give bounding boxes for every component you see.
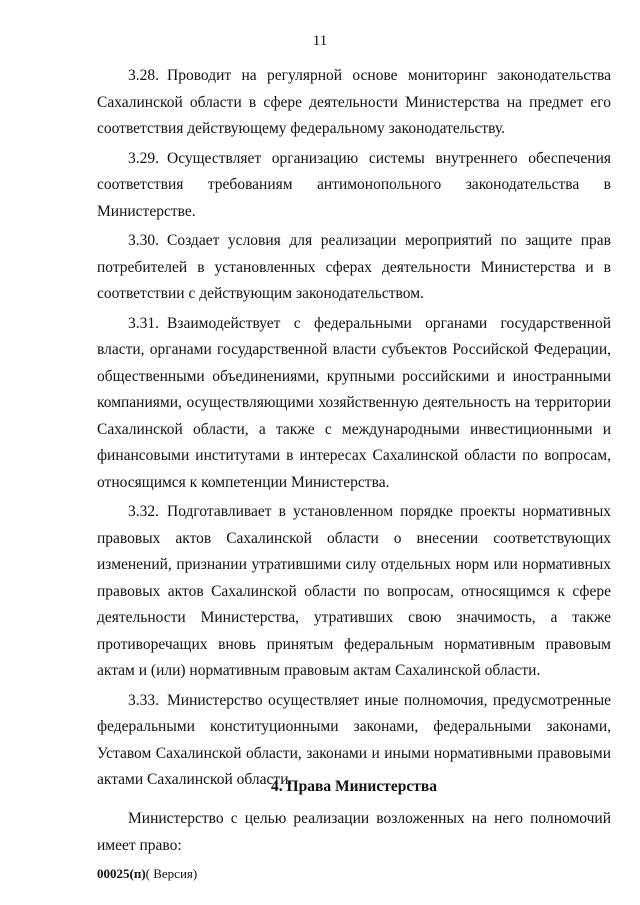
paragraph-number: 3.31. xyxy=(128,314,159,332)
paragraph-number: 3.29. xyxy=(128,149,159,167)
paragraph-3-32 xyxy=(97,499,611,685)
paragraph-text: Осуществляет организацию системы внутреннего обеспечения соответствия требованиям антимонопольного законодательства в Министерстве. xyxy=(97,149,611,220)
paragraph-3-29 xyxy=(97,146,611,226)
page-number: 11 xyxy=(312,33,328,49)
paragraph-number: 3.30. xyxy=(128,232,159,249)
section-title: 4. Права Министерства xyxy=(271,778,437,795)
paragraph-text: Министерство осуществляет иные полномочия, предусмотренные федеральными конституционными законами, федеральными законами, Уставом Сахалинской области, законами и иными нормативными правовыми актами Сахалинской области. xyxy=(97,691,611,788)
paragraph-3-30 xyxy=(97,228,611,308)
footer-code: 00025(п) xyxy=(97,866,146,881)
paragraph-3-31 xyxy=(97,311,611,497)
paragraph-text: Подготавливает в установленном порядке проекты нормативных правовых актов Сахалинской области о внесении соответствующих изменений, признании утратившими силу отдельных норм или нормативных правовых актов Сахалинской области по вопросам, относящимся к сфере деятельности Министерства, утративших свою значимость, а также противоречащих вновь принятым федеральным нормативным правовым актам и (или) нормативным правовым актам Сахалинской области. xyxy=(97,503,611,679)
paragraph-text: Взаимодействует с федеральными органами государственной власти, органами государственной власти субъектов Российской Федерации, общественными объединениями, крупными российскими и иностранными компаниями, осуществляющими хозяйственную деятельность на территории Сахалинской области, а также с международными инвестиционными и финансовыми институтами в интересах Сахалинской области по вопросам, относящимся к компетенции Министерства. xyxy=(97,314,611,491)
paragraph-3-28 xyxy=(97,63,611,143)
paragraph-number: 3.28. xyxy=(128,67,159,84)
section-intro: Министерство с целью реализации возложенных на него полномочий имеет право: xyxy=(97,810,611,854)
paragraph-number: 3.33. xyxy=(128,691,159,709)
document-body xyxy=(97,63,611,797)
paragraph-number: 3.32. xyxy=(128,503,159,520)
footer-version: ( Версия) xyxy=(145,866,198,881)
paragraph-text: Проводит на регулярной основе мониторинг законодательства Сахалинской области в сфере деятельности Министерства на предмет его соответствия действующему федеральному законодательству. xyxy=(97,67,611,137)
footer xyxy=(97,866,197,882)
paragraph-text: Создает условия для реализации мероприятий по защите прав потребителей в установленных сферах деятельности Министерства и в соответствии с действующим законодательством. xyxy=(97,232,611,302)
